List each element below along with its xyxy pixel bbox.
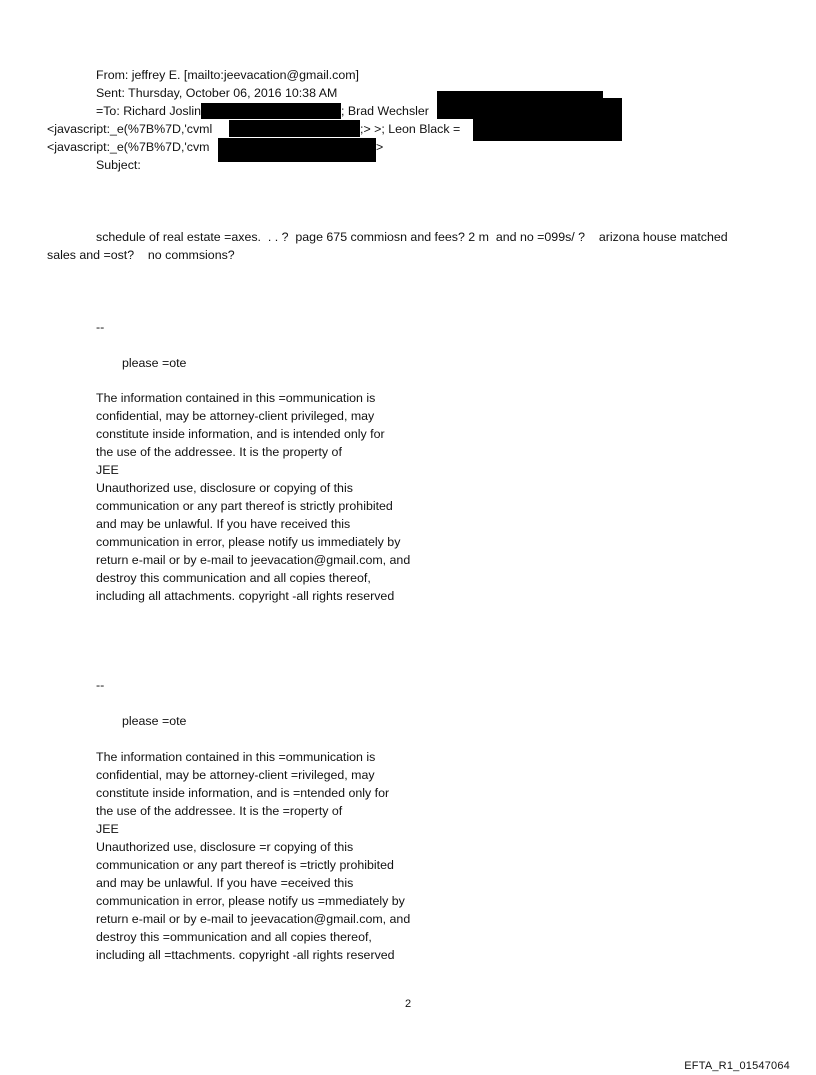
- disclaimer-line: constitute inside information, and is =ntended only for: [96, 786, 390, 800]
- redaction-box: [437, 98, 622, 119]
- disclaimer-line: confidential, may be attorney-client =rivileged, may: [96, 768, 375, 782]
- disclaimer-line: and may be unlawful. If you have received this: [96, 517, 351, 531]
- from-line: From: jeffrey E. [mailto:jeevacation@gmail.com]: [96, 68, 360, 82]
- disclaimer-line: communication or any part thereof is =trictly prohibited: [96, 858, 394, 872]
- message-line-2: sales and =ost? no commsions?: [47, 248, 235, 262]
- to-line-javascript-1: <javascript:_e(%7B%7D,'cvml: [47, 122, 213, 136]
- disclaimer-line: return e-mail or by e-mail to jeevacation@gmail.com, and: [96, 553, 411, 567]
- disclaimer-line: The information contained in this =ommunication is: [96, 391, 376, 405]
- disclaimer-line: the use of the addressee. It is the =roperty of: [96, 804, 343, 818]
- redaction-box: [229, 120, 360, 137]
- disclaimer-line: Unauthorized use, disclosure or copying of this: [96, 481, 353, 495]
- disclaimer-line: The information contained in this =ommunication is: [96, 750, 376, 764]
- message-line-1: schedule of real estate =axes. . . ? page 675 commiosn and fees? 2 m and no =099s/ ? arizona house matched: [96, 230, 728, 244]
- to-line-close: >: [376, 140, 384, 154]
- sent-line: Sent: Thursday, October 06, 2016 10:38 AM: [96, 86, 338, 100]
- redaction-box: [201, 103, 341, 119]
- disclaimer-line: including all attachments. copyright -all rights reserved: [96, 589, 395, 603]
- disclaimer-line: confidential, may be attorney-client privileged, may: [96, 409, 375, 423]
- disclaimer-line: JEE: [96, 463, 119, 477]
- disclaimer-line: constitute inside information, and is intended only for: [96, 427, 385, 441]
- to-line-leon: ;> >; Leon Black =: [360, 122, 461, 136]
- signature-separator: --: [96, 320, 105, 334]
- please-note: please =ote: [122, 714, 187, 728]
- disclaimer-line: return e-mail or by e-mail to jeevacation@gmail.com, and: [96, 912, 411, 926]
- please-note: please =ote: [122, 356, 187, 370]
- to-line-start: =To: Richard Joslin: [96, 104, 202, 118]
- signature-separator: --: [96, 678, 105, 692]
- to-line-brad: ; Brad Wechsler: [341, 104, 429, 118]
- disclaimer-line: the use of the addressee. It is the property of: [96, 445, 342, 459]
- bates-number: EFTA_R1_01547064: [684, 1060, 790, 1072]
- disclaimer-line: and may be unlawful. If you have =eceived this: [96, 876, 354, 890]
- disclaimer-line: including all =ttachments. copyright -all rights reserved: [96, 948, 395, 962]
- redaction-box: [473, 119, 622, 141]
- disclaimer-line: communication or any part thereof is strictly prohibited: [96, 499, 393, 513]
- disclaimer-line: destroy this =ommunication and all copies thereof,: [96, 930, 372, 944]
- disclaimer-line: Unauthorized use, disclosure =r copying of this: [96, 840, 354, 854]
- subject-line: Subject:: [96, 158, 141, 172]
- to-line-javascript-2: <javascript:_e(%7B%7D,'cvm: [47, 140, 210, 154]
- page-number: 2: [404, 998, 412, 1010]
- disclaimer-line: communication in error, please notify us =mmediately by: [96, 894, 405, 908]
- disclaimer-line: destroy this communication and all copies thereof,: [96, 571, 371, 585]
- disclaimer-line: JEE: [96, 822, 119, 836]
- disclaimer-line: communication in error, please notify us immediately by: [96, 535, 401, 549]
- redaction-box: [218, 138, 376, 162]
